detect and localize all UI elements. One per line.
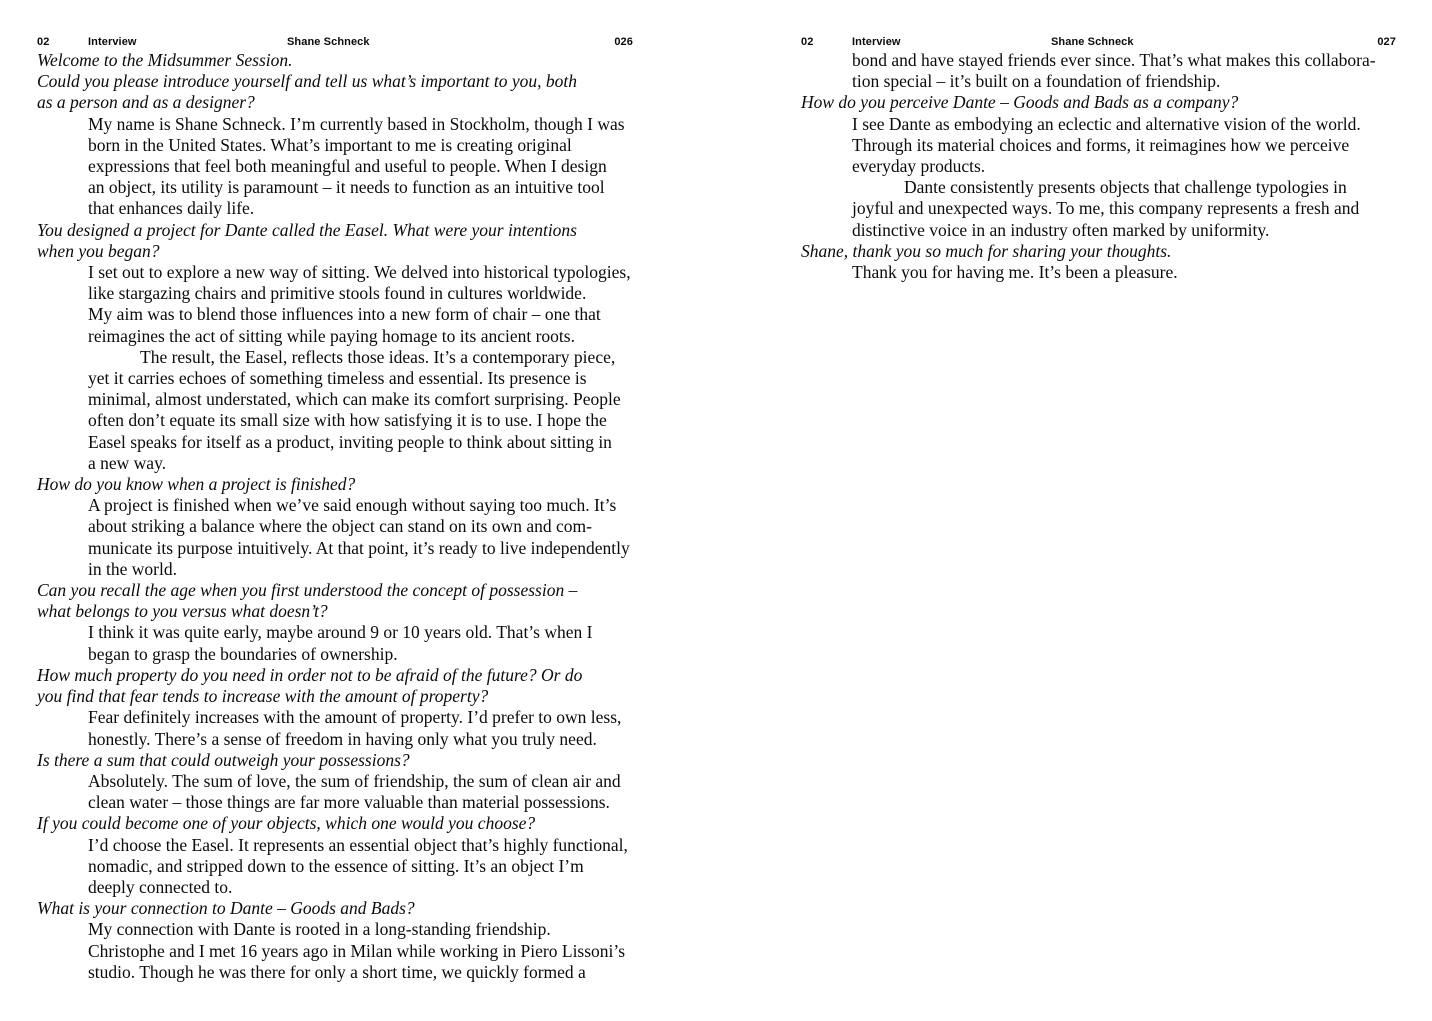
answer-block: [37, 707, 634, 749]
paragraph: [801, 241, 1397, 262]
question-block: [37, 50, 634, 114]
page-header: [37, 36, 634, 49]
issue-number: 02: [801, 36, 814, 48]
answer-line: My aim was to blend those influences into a new form of chair – one that: [88, 304, 601, 325]
paragraph: [852, 114, 1397, 178]
question-line: Shane, thank you so much for sharing your thoughts.: [801, 240, 1172, 261]
paragraph: [852, 50, 1397, 92]
question-block: [37, 898, 634, 919]
author-name: Shane Schneck: [1051, 36, 1134, 48]
answer-line: studio. Though he was there for only a short time, we quickly formed a: [88, 961, 586, 982]
answer-line: Christophe and I met 16 years ago in Milan while working in Piero Lissoni’s: [88, 940, 626, 961]
question-line: How much property do you need in order not to be afraid of the future? Or do: [37, 664, 583, 685]
issue-number: 02: [37, 36, 50, 48]
answer-line: My name is Shane Schneck. I’m currently based in Stockholm, though I was: [88, 113, 625, 134]
answer-line: I’d choose the Easel. It represents an essential object that’s highly functional,: [88, 834, 628, 855]
answer-line: a new way.: [88, 452, 167, 473]
paragraph: [852, 262, 1397, 283]
paragraph: [37, 220, 634, 262]
question-line: you find that fear tends to increase with the amount of property?: [37, 686, 489, 707]
answer-block: [37, 114, 634, 220]
paragraph: [37, 898, 634, 919]
answer-block: [37, 262, 634, 474]
answer-line: began to grasp the boundaries of ownership.: [88, 643, 398, 664]
answer-line: municate its purpose intuitively. At that point, it’s ready to live independently: [88, 537, 630, 558]
answer-line: My connection with Dante is rooted in a long-standing friendship.: [88, 919, 551, 940]
answer-block: [801, 262, 1397, 283]
page-header: [801, 36, 1397, 49]
answer-line: about striking a balance where the object can stand on its own and com-: [88, 516, 592, 537]
question-line: Can you recall the age when you first understood the concept of possession –: [37, 580, 578, 601]
author-name: Shane Schneck: [287, 36, 370, 48]
paragraph: [37, 580, 634, 622]
question-block: [801, 241, 1397, 262]
page-body: [37, 50, 634, 983]
answer-line: I set out to explore a new way of sitting. We delved into historical typologies,: [88, 262, 631, 283]
answer-line: I think it was quite early, maybe around 9 or 10 years old. That’s when I: [88, 622, 593, 643]
question-block: [37, 665, 634, 707]
question-line: Welcome to the Midsummer Session.: [37, 50, 293, 70]
answer-block: [801, 114, 1397, 241]
answer-line: The result, the Easel, reflects those ideas. It’s a contemporary piece,: [140, 346, 616, 367]
answer-line: everyday products.: [852, 156, 986, 177]
paragraph: [37, 665, 634, 707]
page-body: [801, 50, 1397, 283]
question-line: Could you please introduce yourself and tell us what’s important to you, both: [37, 71, 578, 92]
answer-line: that enhances daily life.: [88, 198, 255, 219]
question-block: [801, 92, 1397, 113]
answer-line: distinctive voice in an industry often marked by uniformity.: [852, 219, 1270, 240]
page-026: [37, 36, 634, 1006]
paragraph: [88, 347, 634, 474]
answer-block: [37, 771, 634, 813]
question-line: How do you perceive Dante – Goods and Bads as a company?: [801, 92, 1239, 113]
answer-line: I see Dante as embodying an eclectic and alternative vision of the world.: [852, 113, 1361, 134]
paragraph: [88, 495, 634, 580]
paragraph: [88, 771, 634, 813]
answer-block: [37, 919, 634, 983]
question-block: [37, 813, 634, 834]
answer-line: Dante consistently presents objects that challenge typologies in: [904, 177, 1347, 198]
question-line: How do you know when a project is finished?: [37, 474, 356, 495]
answer-line: tion special – it’s built on a foundation of friendship.: [852, 71, 1221, 92]
question-line: You designed a project for Dante called the Easel. What were your intentions: [37, 219, 577, 240]
question-block: [37, 750, 634, 771]
answer-line: born in the United States. What’s important to me is creating original: [88, 134, 572, 155]
page-number: 027: [1377, 36, 1396, 48]
answer-line: joyful and unexpected ways. To me, this company represents a fresh and: [852, 198, 1360, 219]
answer-line: Thank you for having me. It’s been a pleasure.: [852, 262, 1178, 283]
answer-block: [37, 622, 634, 664]
answer-line: often don’t equate its small size with how satisfying it is to use. I hope the: [88, 410, 607, 431]
answer-line: Fear definitely increases with the amount of property. I’d prefer to own less,: [88, 707, 622, 728]
paragraph: [37, 750, 634, 771]
answer-line: Through its material choices and forms, it reimagines how we perceive: [852, 134, 1350, 155]
paragraph: [88, 919, 634, 983]
answer-line: nomadic, and stripped down to the essence of sitting. It’s an object I’m: [88, 855, 584, 876]
answer-block: [801, 50, 1397, 92]
answer-line: yet it carries echoes of something timeless and essential. Its presence is: [88, 368, 587, 389]
paragraph: [88, 114, 634, 220]
question-line: as a person and as a designer?: [37, 92, 255, 113]
section-label: Interview: [852, 36, 901, 48]
paragraph: [88, 622, 634, 664]
answer-line: in the world.: [88, 558, 177, 579]
question-block: [37, 580, 634, 622]
answer-block: [37, 495, 634, 580]
question-line: what belongs to you versus what doesn’t?: [37, 601, 328, 622]
paragraph: [37, 50, 634, 114]
question-line: Is there a sum that could outweigh your possessions?: [37, 749, 410, 770]
answer-line: Absolutely. The sum of love, the sum of friendship, the sum of clean air and: [88, 770, 621, 791]
question-line: If you could become one of your objects, which one would you choose?: [37, 813, 536, 834]
paragraph: [88, 262, 634, 347]
answer-block: [37, 835, 634, 899]
answer-line: reimagines the act of sitting while paying homage to its ancient roots.: [88, 325, 575, 346]
question-block: [37, 474, 634, 495]
answer-line: deeply connected to.: [88, 876, 233, 897]
answer-line: A project is finished when we’ve said enough without saying too much. It’s: [88, 495, 617, 516]
paragraph: [88, 707, 634, 749]
page-027: [801, 36, 1397, 1006]
answer-line: clean water – those things are far more valuable than material possessions.: [88, 792, 610, 813]
answer-line: Easel speaks for itself as a product, inviting people to think about sitting in: [88, 431, 612, 452]
paragraph: [37, 813, 634, 834]
answer-line: minimal, almost understated, which can make its comfort surprising. People: [88, 389, 621, 410]
answer-line: expressions that feel both meaningful and useful to people. When I design: [88, 156, 607, 177]
answer-line: like stargazing chairs and primitive stools found in cultures worldwide.: [88, 283, 587, 304]
paragraph: [88, 835, 634, 899]
paragraph: [852, 177, 1397, 241]
paragraph: [801, 92, 1397, 113]
question-line: What is your connection to Dante – Goods and Bads?: [37, 898, 415, 919]
question-block: [37, 220, 634, 262]
paragraph: [37, 474, 634, 495]
answer-line: an object, its utility is paramount – it needs to function as an intuitive tool: [88, 177, 605, 198]
answer-line: bond and have stayed friends ever since. That’s what makes this collabora-: [852, 50, 1376, 70]
answer-line: honestly. There’s a sense of freedom in having only what you truly need.: [88, 728, 597, 749]
question-line: when you began?: [37, 240, 160, 261]
page-number: 026: [614, 36, 633, 48]
section-label: Interview: [88, 36, 137, 48]
